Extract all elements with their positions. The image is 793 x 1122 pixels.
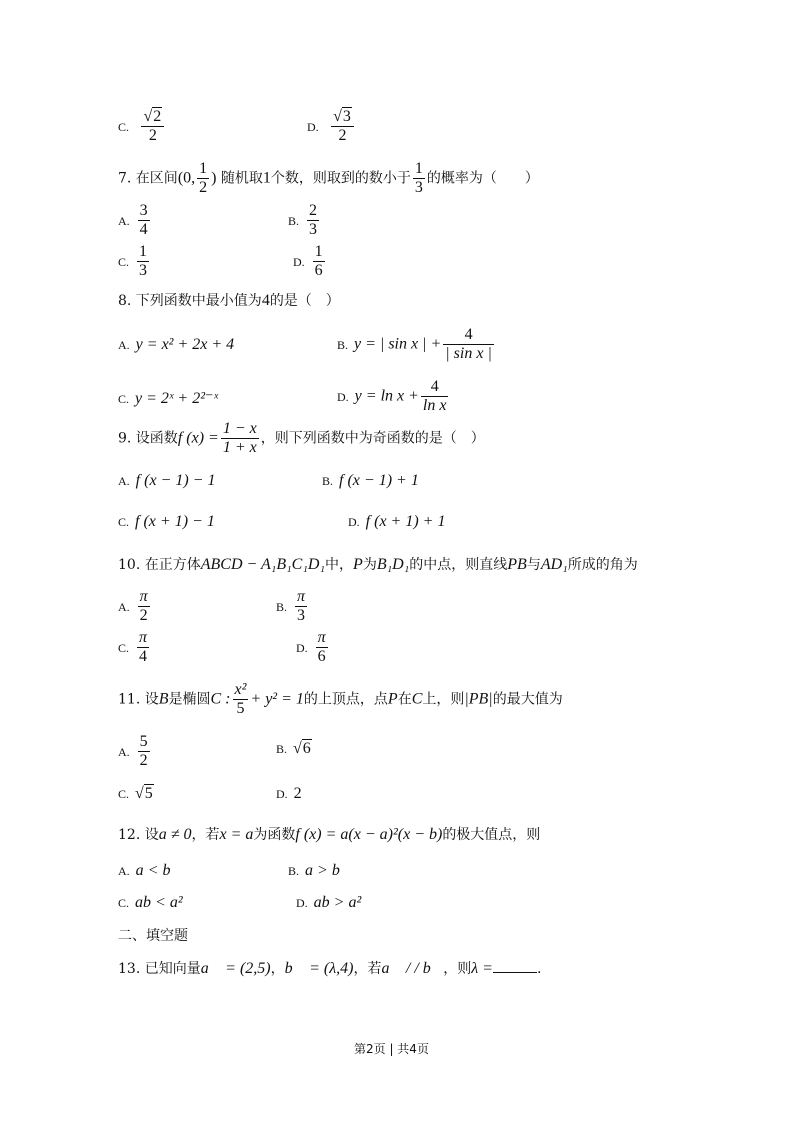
q11-option-d: D. 2 (276, 785, 302, 802)
q11-option-a: A. $\frac{5}{2}$ (118, 733, 148, 769)
section-heading: 二、填空题 (118, 928, 188, 944)
q9-option-a: A. f (x − 1) − 1 (118, 472, 216, 489)
q12-option-a: A. a < b (118, 862, 171, 879)
question-13: 13. 已知向量a⃗ = (2,5)，b⃗ = (λ,4)，若a⃗ / / b⃗，则λ = . (118, 960, 542, 977)
q8-option-c: C. y = 2ˣ + 2²⁻ˣ (118, 390, 218, 407)
q12-option-b: B. a > b (288, 862, 340, 879)
page-footer: 第2页 | 共4页 (354, 1042, 429, 1056)
q8-option-b: B. y = | sin x | + $\frac{4}{\text{| sin x |}}$ (337, 326, 492, 362)
q10-option-a: A. $\frac{\pi}{2}$ (118, 588, 148, 624)
question-9: 9. 设函数f (x) = $\frac{1 - x}{1 + x}$ ，则下列函数中为奇函数的是（ ） (118, 420, 485, 456)
q11-option-b: B. √6 (276, 740, 311, 757)
q9-option-c: C. f (x + 1) − 1 (118, 513, 215, 530)
q8-option-a: A. y = x² + 2x + 4 (118, 336, 235, 353)
q7-option-a: A. $\frac{3}{4}$ (118, 202, 148, 238)
q9-option-b: B. f (x − 1) + 1 (322, 472, 419, 489)
q12-option-c: C. ab < a² (118, 894, 183, 911)
q10-option-d: D. $\frac{\pi}{6}$ (296, 629, 326, 665)
q9-option-d: D. f (x + 1) + 1 (348, 513, 446, 530)
q6-option-c: C. $\frac{√2}{2}$ (118, 108, 166, 145)
question-11: 11. 设B是椭圆C : $\frac{\text{x²}}{5}$ + y² = 1的上顶点，点P在C上，则|PB|的最大值为 (118, 681, 563, 717)
q7-option-b: B. $\frac{2}{3}$ (288, 202, 318, 238)
q12-option-d: D. ab > a² (296, 894, 362, 911)
q10-option-b: B. $\frac{\pi}{3}$ (276, 588, 306, 624)
q8-option-d: D. y = ln x + $\frac{4}{\text{ln x}}$ (337, 378, 447, 414)
q11-option-c: C. √5 (118, 785, 153, 802)
question-10: 10. 在正方体ABCD − A₁B₁C₁D₁中，P为B₁D₁的中点，则直线PB与AD₁所成的角为 (118, 556, 638, 573)
question-8: 8. 下列函数中最小值为4的是（ ） (118, 292, 340, 309)
q6-option-d: D. $\frac{√3}{2}$ (307, 108, 356, 145)
answer-blank[interactable] (493, 960, 537, 973)
question-7: 7. 在区间(0, $\frac{1}{2}$ ) 随机取1个数，则取到的数小于 $\frac{1}{3}$ 的概率为（ ） (118, 160, 539, 196)
q7-option-c: C. $\frac{1}{3}$ (118, 243, 148, 279)
q7-option-d: D. $\frac{1}{6}$ (293, 243, 323, 279)
question-12: 12. 设a ≠ 0，若x = a为函数f (x) = a(x − a)²(x − b)的极大值点，则 (118, 826, 541, 843)
q10-option-c: C. $\frac{\pi}{4}$ (118, 629, 148, 665)
